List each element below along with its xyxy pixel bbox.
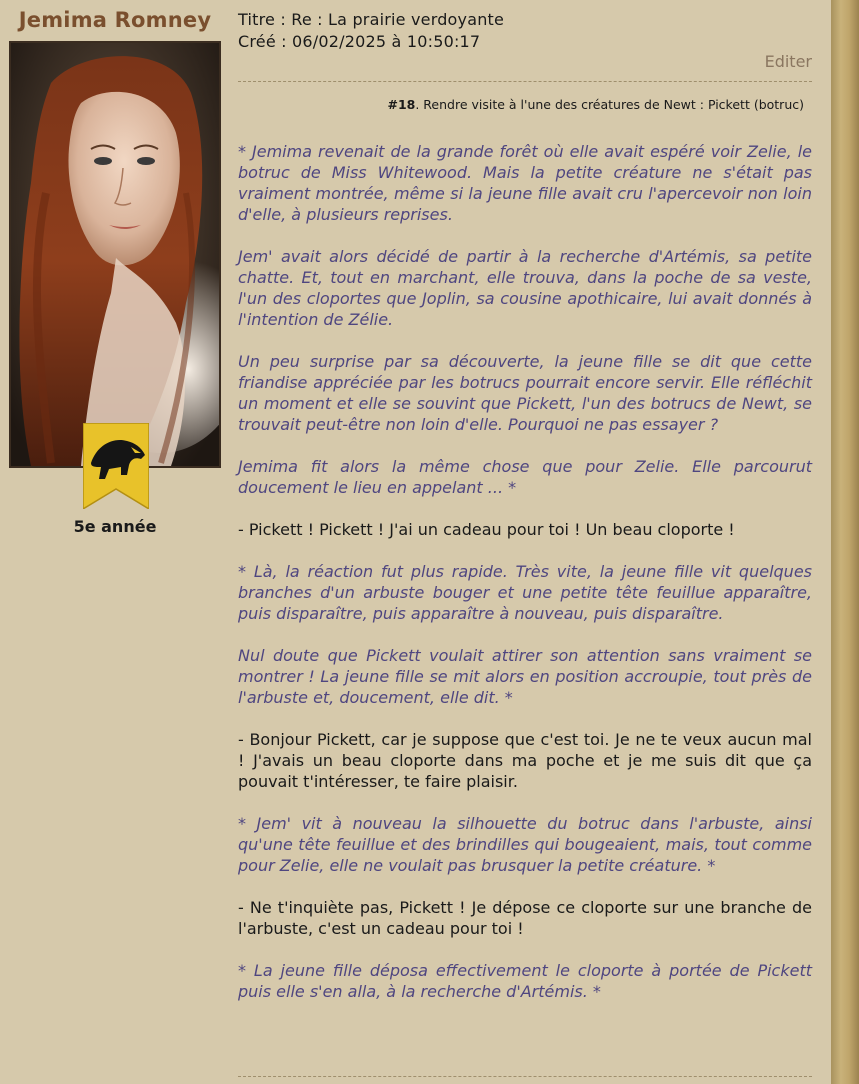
edit-link[interactable]: Editer — [764, 52, 812, 71]
right-scroll-edge — [831, 0, 859, 1084]
paragraph: Nul doute que Pickett voulait attirer son attention sans vraiment se montrer ! La jeune fille se mit alors en position accroupie, tout près de l'arbuste et, doucement, elle dit. * — [238, 646, 812, 707]
quest-number: #18 — [387, 97, 416, 112]
dialogue-line: - Bonjour Pickett, car je suppose que c'est toi. Je ne te veux aucun mal ! J'avais un beau cloporte dans ma poche et je me suis dit que ça pouvait t'intéresser, te faire plaisir. — [238, 730, 812, 791]
paragraph: Jem' avait alors décidé de partir à la recherche d'Artémis, sa petite chatte. Et, tout en marchant, elle trouva, dans la poche de sa veste, l'un des cloportes que Joplin, sa cousine apothicaire, lui avait donnés à l'intention de Zélie. — [238, 247, 812, 329]
paragraph: * Jem' vit à nouveau la silhouette du botruc dans l'arbuste, ainsi qu'une tête feuillue et des brindilles qui bougeaient, mais, tout comme pour Zelie, elle ne voulait pas brusquer la petite créature. * — [238, 814, 812, 875]
footer-divider — [238, 1076, 812, 1077]
header-divider — [238, 81, 812, 82]
paragraph: Un peu surprise par sa découverte, la jeune fille se dit que cette friandise appréciée par les botrucs pourrait encore servir. Elle réfléchit un moment et elle se souvint que Pickett, l'un des botrucs de Newt, se trouvait peut-être non loin d'elle. Pourquoi ne pas essayer ? — [238, 352, 812, 434]
paragraph: Jemima fit alors la même chose que pour Zelie. Elle parcourut doucement le lieu en appelant ... * — [238, 457, 812, 497]
quest-label — [387, 97, 804, 112]
dialogue-line: - Ne t'inquiète pas, Pickett ! Je dépose ce cloporte sur une branche de l'arbuste, c'est un cadeau pour toi ! — [238, 898, 812, 938]
avatar — [9, 41, 221, 468]
student-year: 5e année — [73, 517, 157, 536]
paragraph: * Là, la réaction fut plus rapide. Très vite, la jeune fille vit quelques branches d'un arbuste bouger et une petite tête feuillue apparaître, puis disparaître, puis apparaître à nouveau, puis disparaître. — [238, 562, 812, 623]
post-title: Titre : Re : La prairie verdoyante — [238, 10, 505, 29]
author-name[interactable]: Jemima Romney — [18, 8, 212, 32]
paragraph: * Jemima revenait de la grande forêt où elle avait espéré voir Zelie, le botruc de Miss Whitewood. Mais la petite créature ne s'était pas vraiment montrée, même si la jeune fille avait cru l'apercevoir non loin d'elle, à plusieurs reprises. — [238, 142, 812, 224]
quest-text: . Rendre visite à l'une des créatures de Newt : Pickett (botruc) — [415, 97, 804, 112]
author-sidebar — [0, 0, 230, 1084]
hufflepuff-badger-icon — [83, 423, 149, 509]
paragraph: * La jeune fille déposa effectivement le cloporte à portée de Pickett puis elle s'en alla, à la recherche d'Artémis. * — [238, 961, 812, 1001]
post-date: Créé : 06/02/2025 à 10:50:17 — [238, 32, 481, 51]
dialogue-line: - Pickett ! Pickett ! J'ai un cadeau pour toi ! Un beau cloporte ! — [238, 520, 735, 539]
post-body — [238, 141, 812, 1023]
